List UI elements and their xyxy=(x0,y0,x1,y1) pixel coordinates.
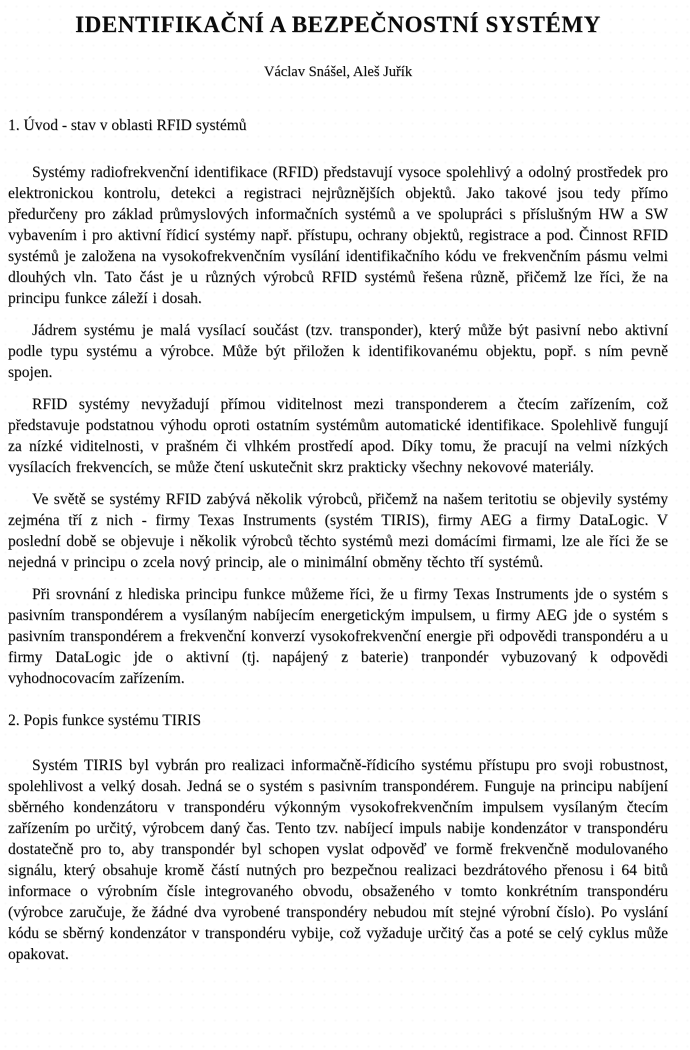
section-tiris xyxy=(8,711,668,965)
paragraph-transponder-core: Jádrem systému je malá vysílací součást (tzv. transponder), který může být pasivní nebo aktivní podle typu systému a výrobce. Může být přiložen k identifikovanému objektu, popř. s ním pevně spojen. xyxy=(8,322,668,381)
section-introduction xyxy=(8,116,668,689)
paragraph-rfid-overview: Systémy radiofrekvenční identifikace (RFID) představují vysoce spolehlivý a odolný prostředek pro elektronickou kontrolu, detekci a registraci nejrůznějších objektů. Jako takové jsou tedy přímo předurčeny pro základ průmyslových informačních systémů a ve spolupráci s příslušným HW a SW vybavením i pro aktivní řídicí systémy např. přístupu, ochrany objektů, registrace a pod. Činnost RFID systémů je založena na vysokofrekvenčním vysílání identifikačního kódu ve frekvenčním pásmu velmi dlouhých vln. Tato část je u různých výrobců RFID systémů řešena různě, přičemž lze říci, že na principu funkce záleží i dosah. xyxy=(8,164,668,307)
section-heading-tiris: 2. Popis funkce systému TIRIS xyxy=(8,712,202,729)
paragraph-principle-comparison: Při srovnání z hlediska principu funkce můžeme říci, že u firmy Texas Instruments jde o systém s pasivním transpondérem a vysílaným nabíjecím energetickým impulsem, u firmy AEG jde o systém s pasivním transpondérem a frekvenční konverzí vysokofrekvenční energie při odpovědi transpondéru a u firmy DataLogic jde o aktivní (tj. napájený z baterie) tranpondér vybuzovaný k odpovědi vyhodnocovacím zařízením. xyxy=(8,586,668,687)
section-heading-uvod: 1. Úvod - stav v oblasti RFID systémů xyxy=(8,117,247,134)
paragraph-manufacturers: Ve světě se systémy RFID zabývá několik výrobců, přičemž na našem teritotiu se objevily systémy zejména tří z nich - firmy Texas Instruments (systém TIRIS), firmy AEG a firmy DataLogic. V poslední době se objevuje i několik výrobců těchto systémů mezi domácími firmami, lze ale říci že se nejedná v principu o zcela nový princip, ale o minimální obměny těchto tří systémů. xyxy=(8,491,668,571)
paragraph-tiris-function: Systém TIRIS byl vybrán pro realizaci informačně-řídicího systému přístupu pro svoji robustnost, spolehlivost a velký dosah. Jedná se o systém s pasivním transpondérem. Funguje na principu nabíjení sběrného kondenzátoru v transpondéru výkonným vysokofrekvenčním impulsem vysílaným čtecím zařízením po určitý, výrobcem daný čas. Tento tzv. nabíjecí impuls nabije kondenzátor v transpondéru dostatečně pro to, aby transpondér byl schopen vyslat odpověď ve formě frekvenčně modulovaného signálu, který obsahuje kromě částí nutných pro bezpečnou realizaci bezdrátového přenosu i 64 bitů informace o výrobním čísle integrovaného obvodu, obsaženého v tomto konkrétním transpondéru (výrobce zaručuje, že žádné dva vyrobené transpondéry nebudou mít stejné výrobní číslo). Po vyslání kódu se sběrný kondenzátor v transpondéru vybije, což vyžaduje určitý čas a poté se celý cyklus může opakovat. xyxy=(8,757,668,963)
paragraph-visibility: RFID systémy nevyžadují přímou viditelnost mezi transponderem a čtecím zařízením, což představuje podstatnou výhodu oproti ostatním systémům automatické identifikace. Spolehlivě fungují za nízké viditelnosti, v prašném či vlhkém prostředí apod. Díky tomu, že pracují na velmi nízkých vysílacích frekvencích, se může čtení uskutečnit skrz prakticky všechny nekovové materiály. xyxy=(8,396,668,476)
authors-line: Václav Snášel, Aleš Juřík xyxy=(263,64,413,80)
page-title: IDENTIFIKAČNÍ A BEZPEČNOSTNÍ SYSTÉMY xyxy=(75,12,601,37)
